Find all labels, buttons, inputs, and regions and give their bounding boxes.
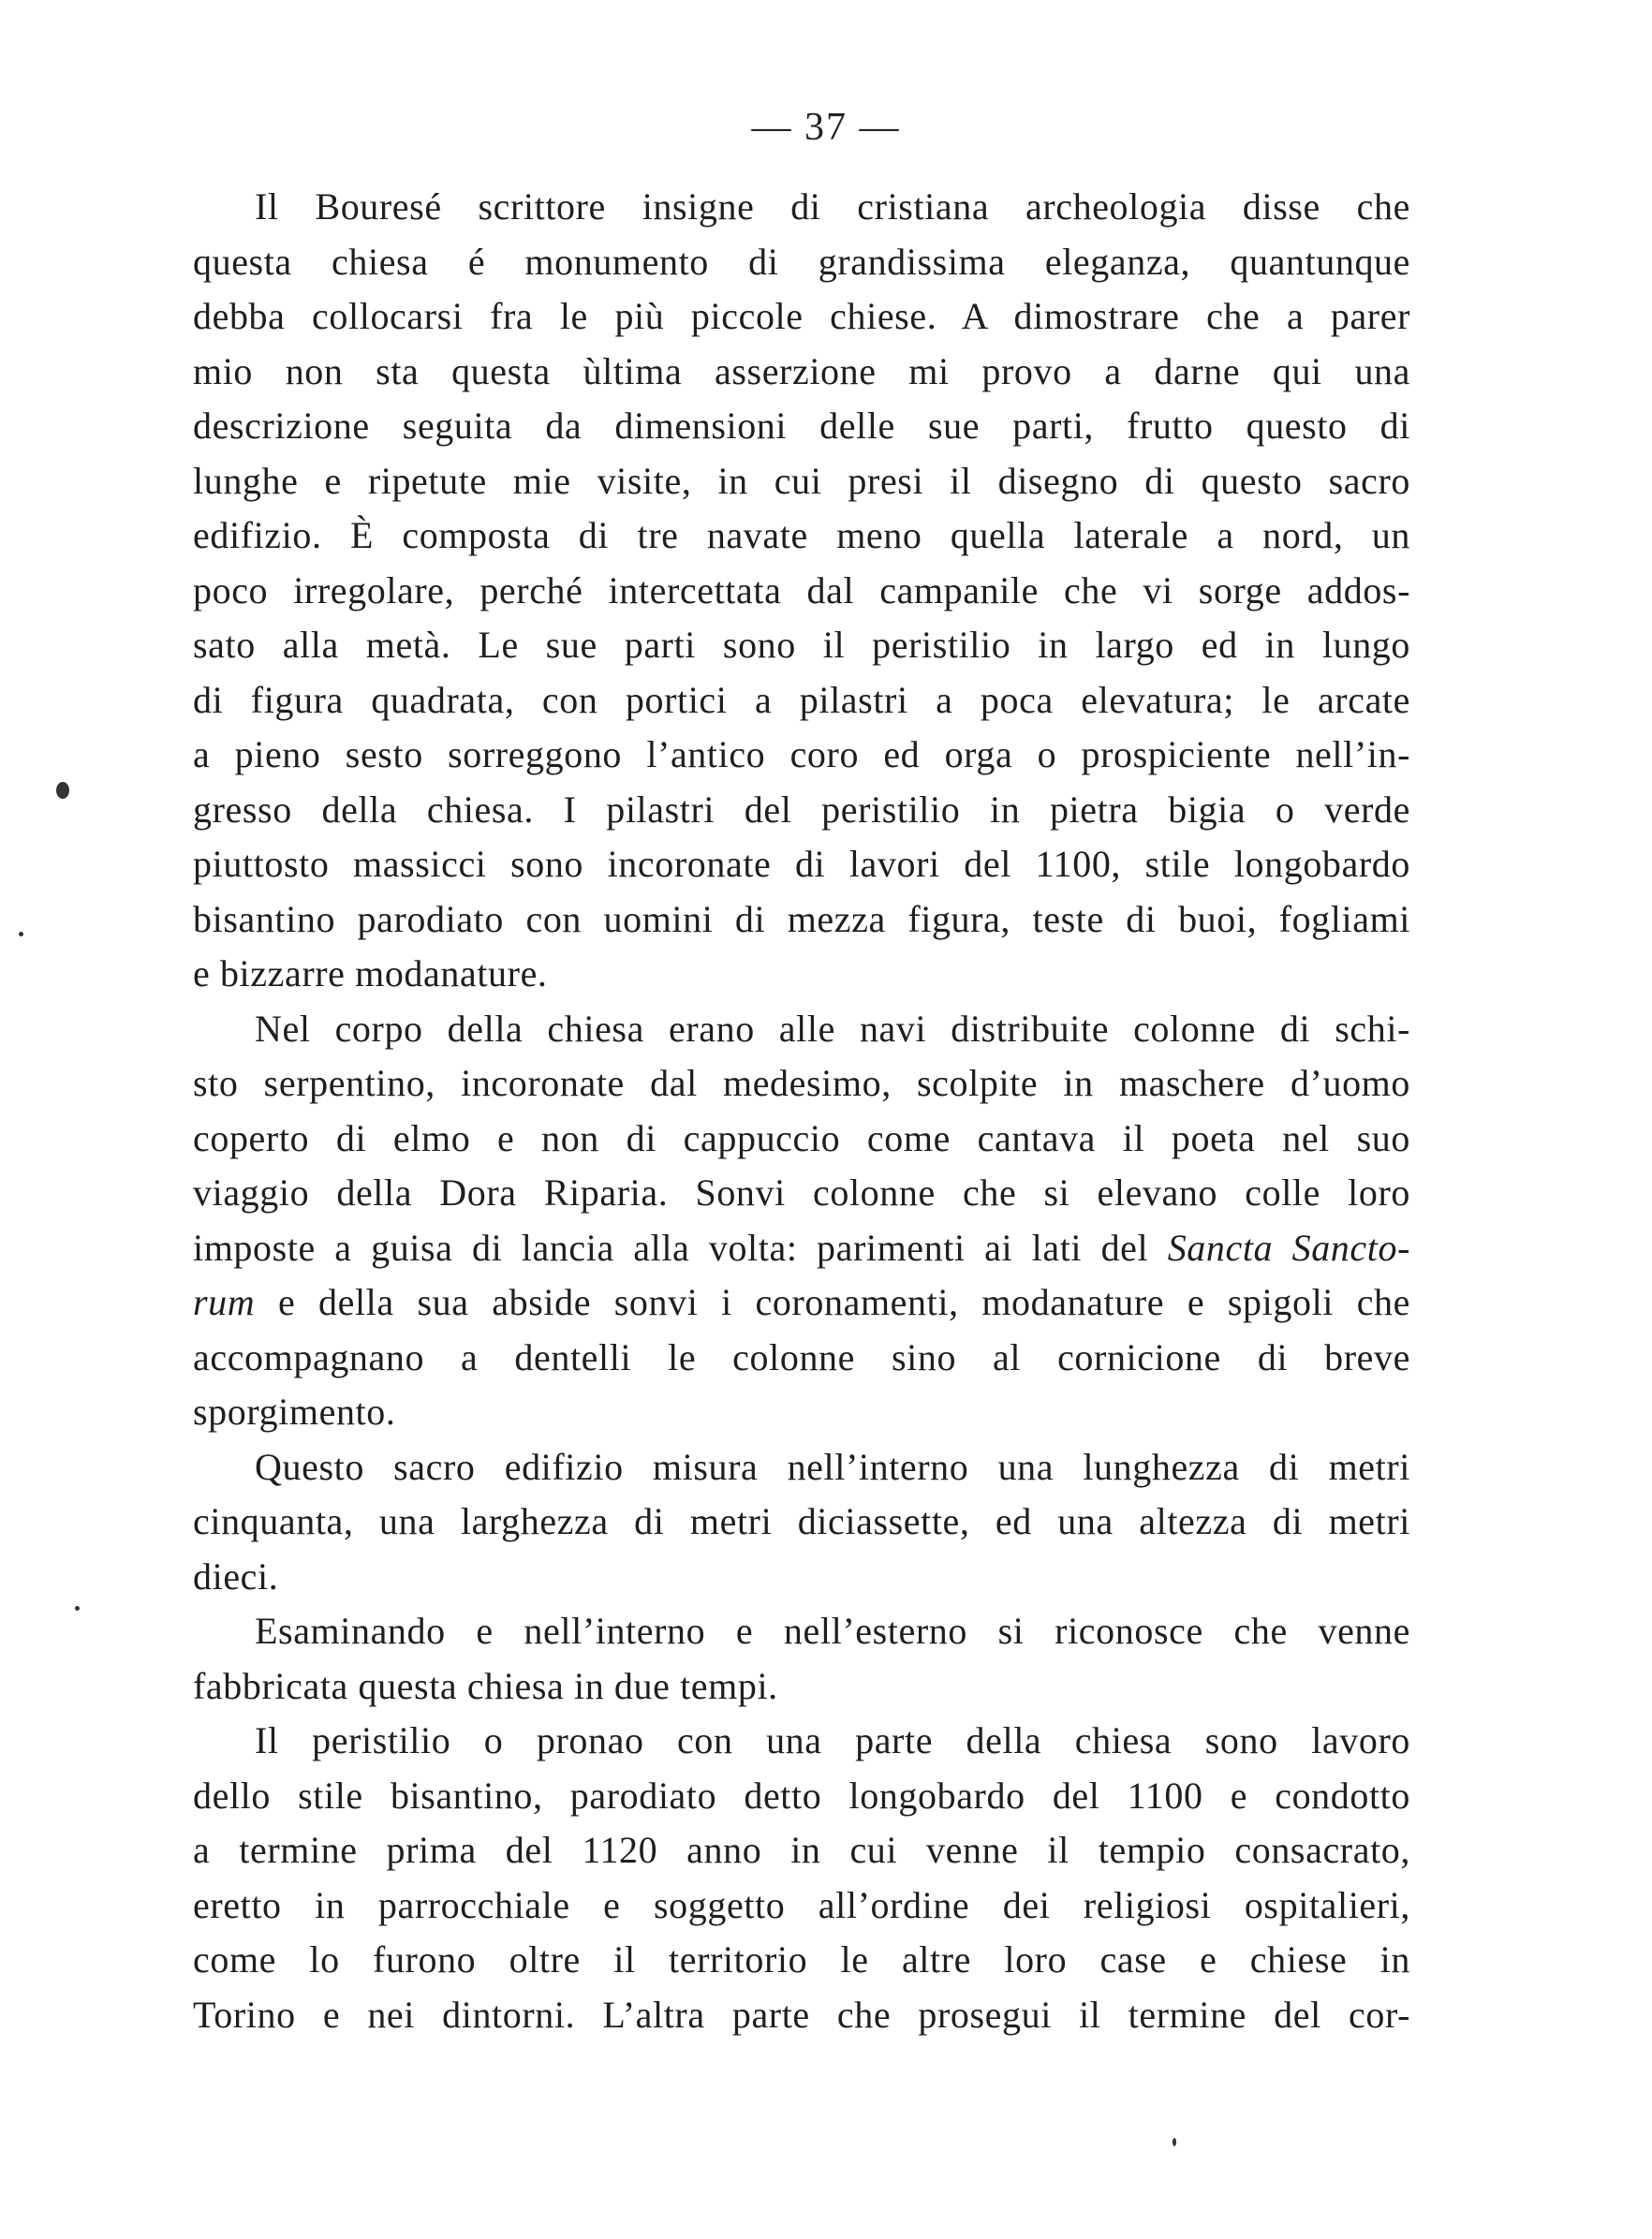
text-line: dieci. bbox=[193, 1554, 279, 1598]
text-line: descrizione seguita da dimensioni delle sue parti, frutto questo di bbox=[193, 405, 1410, 447]
text-line: Questo sacro edifizio misura nell’interno una lunghezza di metri bbox=[255, 1445, 1410, 1488]
text-line: e bizzarre modanature. bbox=[193, 952, 548, 994]
scan-speck bbox=[1173, 2138, 1176, 2146]
text-line: accompagnano a dentelli le colonne sino al cornicione di breve bbox=[193, 1335, 1410, 1378]
text-line: dello stile bisantino, parodiato detto longobardo del 1100 e condotto bbox=[193, 1774, 1410, 1817]
italic-text: rum bbox=[193, 1281, 256, 1323]
text-line: sto serpentino, incoronate dal medesimo, scolpite in maschere d’uomo bbox=[193, 1062, 1410, 1104]
text-line: lunghe e ripetute mie visite, in cui presi il disegno di questo sacro bbox=[193, 459, 1410, 502]
scan-speck bbox=[19, 932, 23, 936]
text-line: fabbricata questa chiesa in due tempi. bbox=[193, 1664, 778, 1707]
text-run: e della sua abside sonvi i coronamenti, modanature e spigoli che bbox=[255, 1281, 1410, 1323]
text-line bbox=[193, 1275, 1410, 1331]
text-line: questa chiesa é monumento di grandissima eleganza, quantunque bbox=[193, 240, 1410, 283]
text-line bbox=[193, 1221, 1410, 1276]
text-line: edifizio. È composta di tre navate meno quella laterale a nord, un bbox=[193, 514, 1410, 556]
text-line: piuttosto massicci sono incoronate di lavori del 1100, stile longobardo bbox=[193, 843, 1410, 885]
text-line: Il peristilio o pronao con una parte della chiesa sono lavoro bbox=[255, 1719, 1410, 1761]
text-line: come lo furono oltre il territorio le altre loro case e chiese in bbox=[193, 1938, 1410, 1981]
scan-speck bbox=[75, 1606, 80, 1611]
text-line: bisantino parodiato con uomini di mezza figura, teste di buoi, fogliami bbox=[193, 897, 1410, 940]
text-line: Torino e nei dintorni. L’altra parte che prosegui il termine del cor- bbox=[193, 1993, 1410, 2036]
text-line: a pieno sesto sorreggono l’antico coro ed orga o prospiciente nell’in- bbox=[193, 733, 1410, 775]
text-run: imposte a guisa di lancia alla volta: parimenti ai lati del bbox=[193, 1226, 1168, 1269]
text-line: Nel corpo della chiesa erano alle navi distribuite colonne di schi- bbox=[255, 1007, 1410, 1050]
text-line: sporgimento. bbox=[193, 1391, 396, 1433]
body-text bbox=[193, 180, 1410, 2042]
text-line: poco irregolare, perché intercettata dal campanile che vi sorge addos- bbox=[193, 568, 1410, 611]
text-line: sato alla metà. Le sue parti sono il peristilio in largo ed in lungo bbox=[193, 624, 1410, 666]
italic-text: Sancta Sancto- bbox=[1167, 1226, 1410, 1269]
text-line: mio non sta questa ùltima asserzione mi provo a darne qui una bbox=[193, 349, 1410, 392]
text-line: cinquanta, una larghezza di metri diciassette, ed una altezza di metri bbox=[193, 1500, 1410, 1542]
text-line: viaggio della Dora Riparia. Sonvi colonne che si elevano colle loro bbox=[193, 1171, 1410, 1214]
text-line: debba collocarsi fra le più piccole chiese. A dimostrare che a parer bbox=[193, 295, 1410, 337]
scan-speck bbox=[56, 782, 69, 799]
text-line: gresso della chiesa. I pilastri del peristilio in pietra bigia o verde bbox=[193, 788, 1410, 831]
text-line: coperto di elmo e non di cappuccio come cantava il poeta nel suo bbox=[193, 1116, 1410, 1159]
text-line: Il Bouresé scrittore insigne di cristiana archeologia disse che bbox=[255, 185, 1410, 228]
text-line: di figura quadrata, con portici a pilastri a poca elevatura; le arcate bbox=[193, 678, 1410, 721]
text-line: Esaminando e nell’interno e nell’esterno si riconosce che venne bbox=[255, 1610, 1410, 1652]
page-number: — 37 — bbox=[751, 106, 901, 149]
text-line: a termine prima del 1120 anno in cui venne il tempio consacrato, bbox=[193, 1829, 1410, 1871]
text-line: eretto in parrocchiale e soggetto all’ordine dei religiosi ospitalieri, bbox=[193, 1883, 1410, 1926]
